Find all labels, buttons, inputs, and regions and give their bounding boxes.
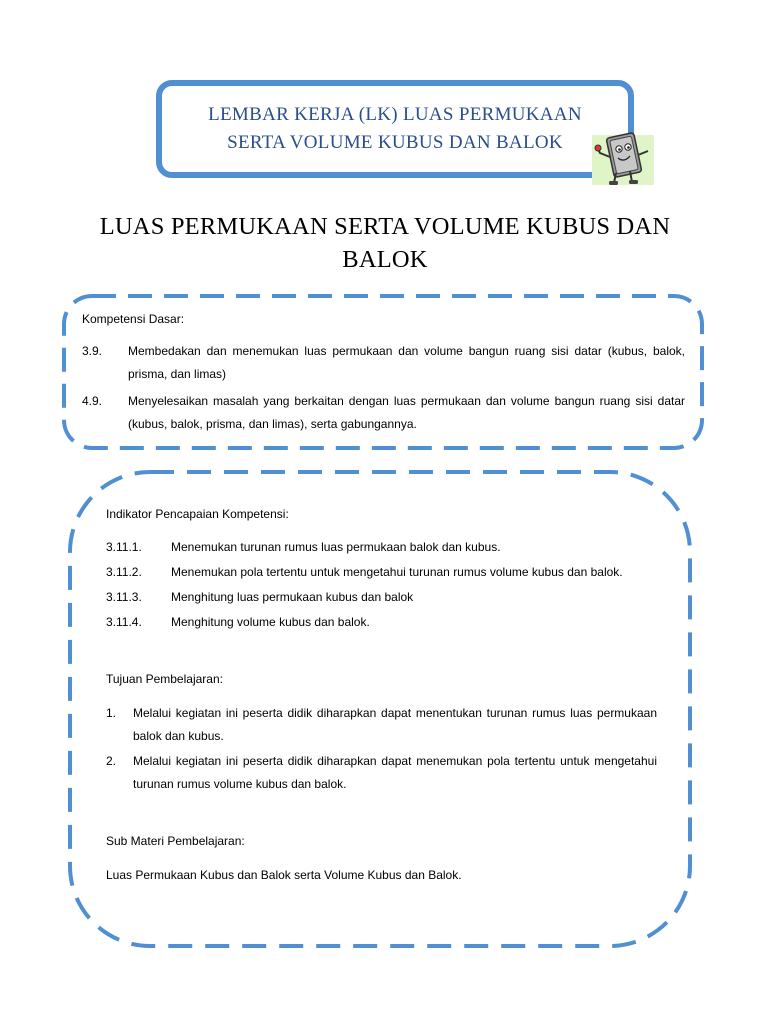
list-item [82,390,685,436]
item-text: Menemukan pola tertentu untuk mengetahui turunan rumus volume kubus dan balok. [171,565,623,579]
item-text: Membedakan dan menemukan luas permukaan dan volume bangun ruang sisi datar (kubus, balok, prisma, dan limas) [128,344,685,381]
list-item [82,340,685,386]
item-number: 3.11.3. [106,590,142,604]
list-item [106,536,657,559]
kompetensi-dasar-heading: Kompetensi Dasar: [82,312,185,326]
indikator-box [68,470,692,948]
list-item [106,586,657,609]
item-text: Menemukan turunan rumus luas permukaan balok dan kubus. [171,540,501,554]
cartoon-book-character-icon [592,127,654,189]
sub-materi-heading: Sub Materi Pembelajaran: [106,834,245,848]
item-text: Melalui kegiatan ini peserta didik diharapkan dapat menemukan pola tertentu untuk mengetahui turunan rumus volume kubus dan balok. [133,754,657,791]
list-item [106,561,657,584]
kompetensi-dasar-box [62,294,704,450]
list-item [106,611,657,634]
list-item [106,750,657,796]
title-line-1: LEMBAR KERJA (LK) LUAS PERMUKAAN [208,104,582,125]
item-number: 2. [106,754,117,768]
list-item [106,702,657,748]
item-text: Menghitung volume kubus dan balok. [171,615,370,629]
item-number: 3.11.1. [106,540,142,554]
item-number: 3.11.2. [106,565,142,579]
title-box [156,80,634,178]
main-heading [60,210,710,276]
main-heading-line-1: LUAS PERMUKAAN SERTA VOLUME KUBUS DAN [99,213,671,240]
main-heading-line-2: BALOK [342,246,428,273]
item-text: Melalui kegiatan ini peserta didik diharapkan dapat menentukan turunan rumus luas permukaan balok dan kubus. [133,706,657,743]
item-number: 4.9. [82,394,103,408]
tujuan-heading: Tujuan Pembelajaran: [106,672,223,686]
item-text: Menyelesaikan masalah yang berkaitan dengan luas permukaan dan volume bangun ruang sisi datar (kubus, balok, prisma, dan limas), serta gabungannya. [128,394,685,431]
item-number: 3.9. [82,344,103,358]
sub-materi-text: Luas Permukaan Kubus dan Balok serta Volume Kubus dan Balok. [106,868,462,882]
item-number: 1. [106,706,117,720]
indikator-content [106,503,657,887]
title-line-2: SERTA VOLUME KUBUS DAN BALOK [227,132,563,153]
kompetensi-dasar-content [82,308,685,436]
item-text: Menghitung luas permukaan kubus dan balok [171,590,414,604]
indikator-heading: Indikator Pencapaian Kompetensi: [106,507,289,521]
item-number: 3.11.4. [106,615,142,629]
